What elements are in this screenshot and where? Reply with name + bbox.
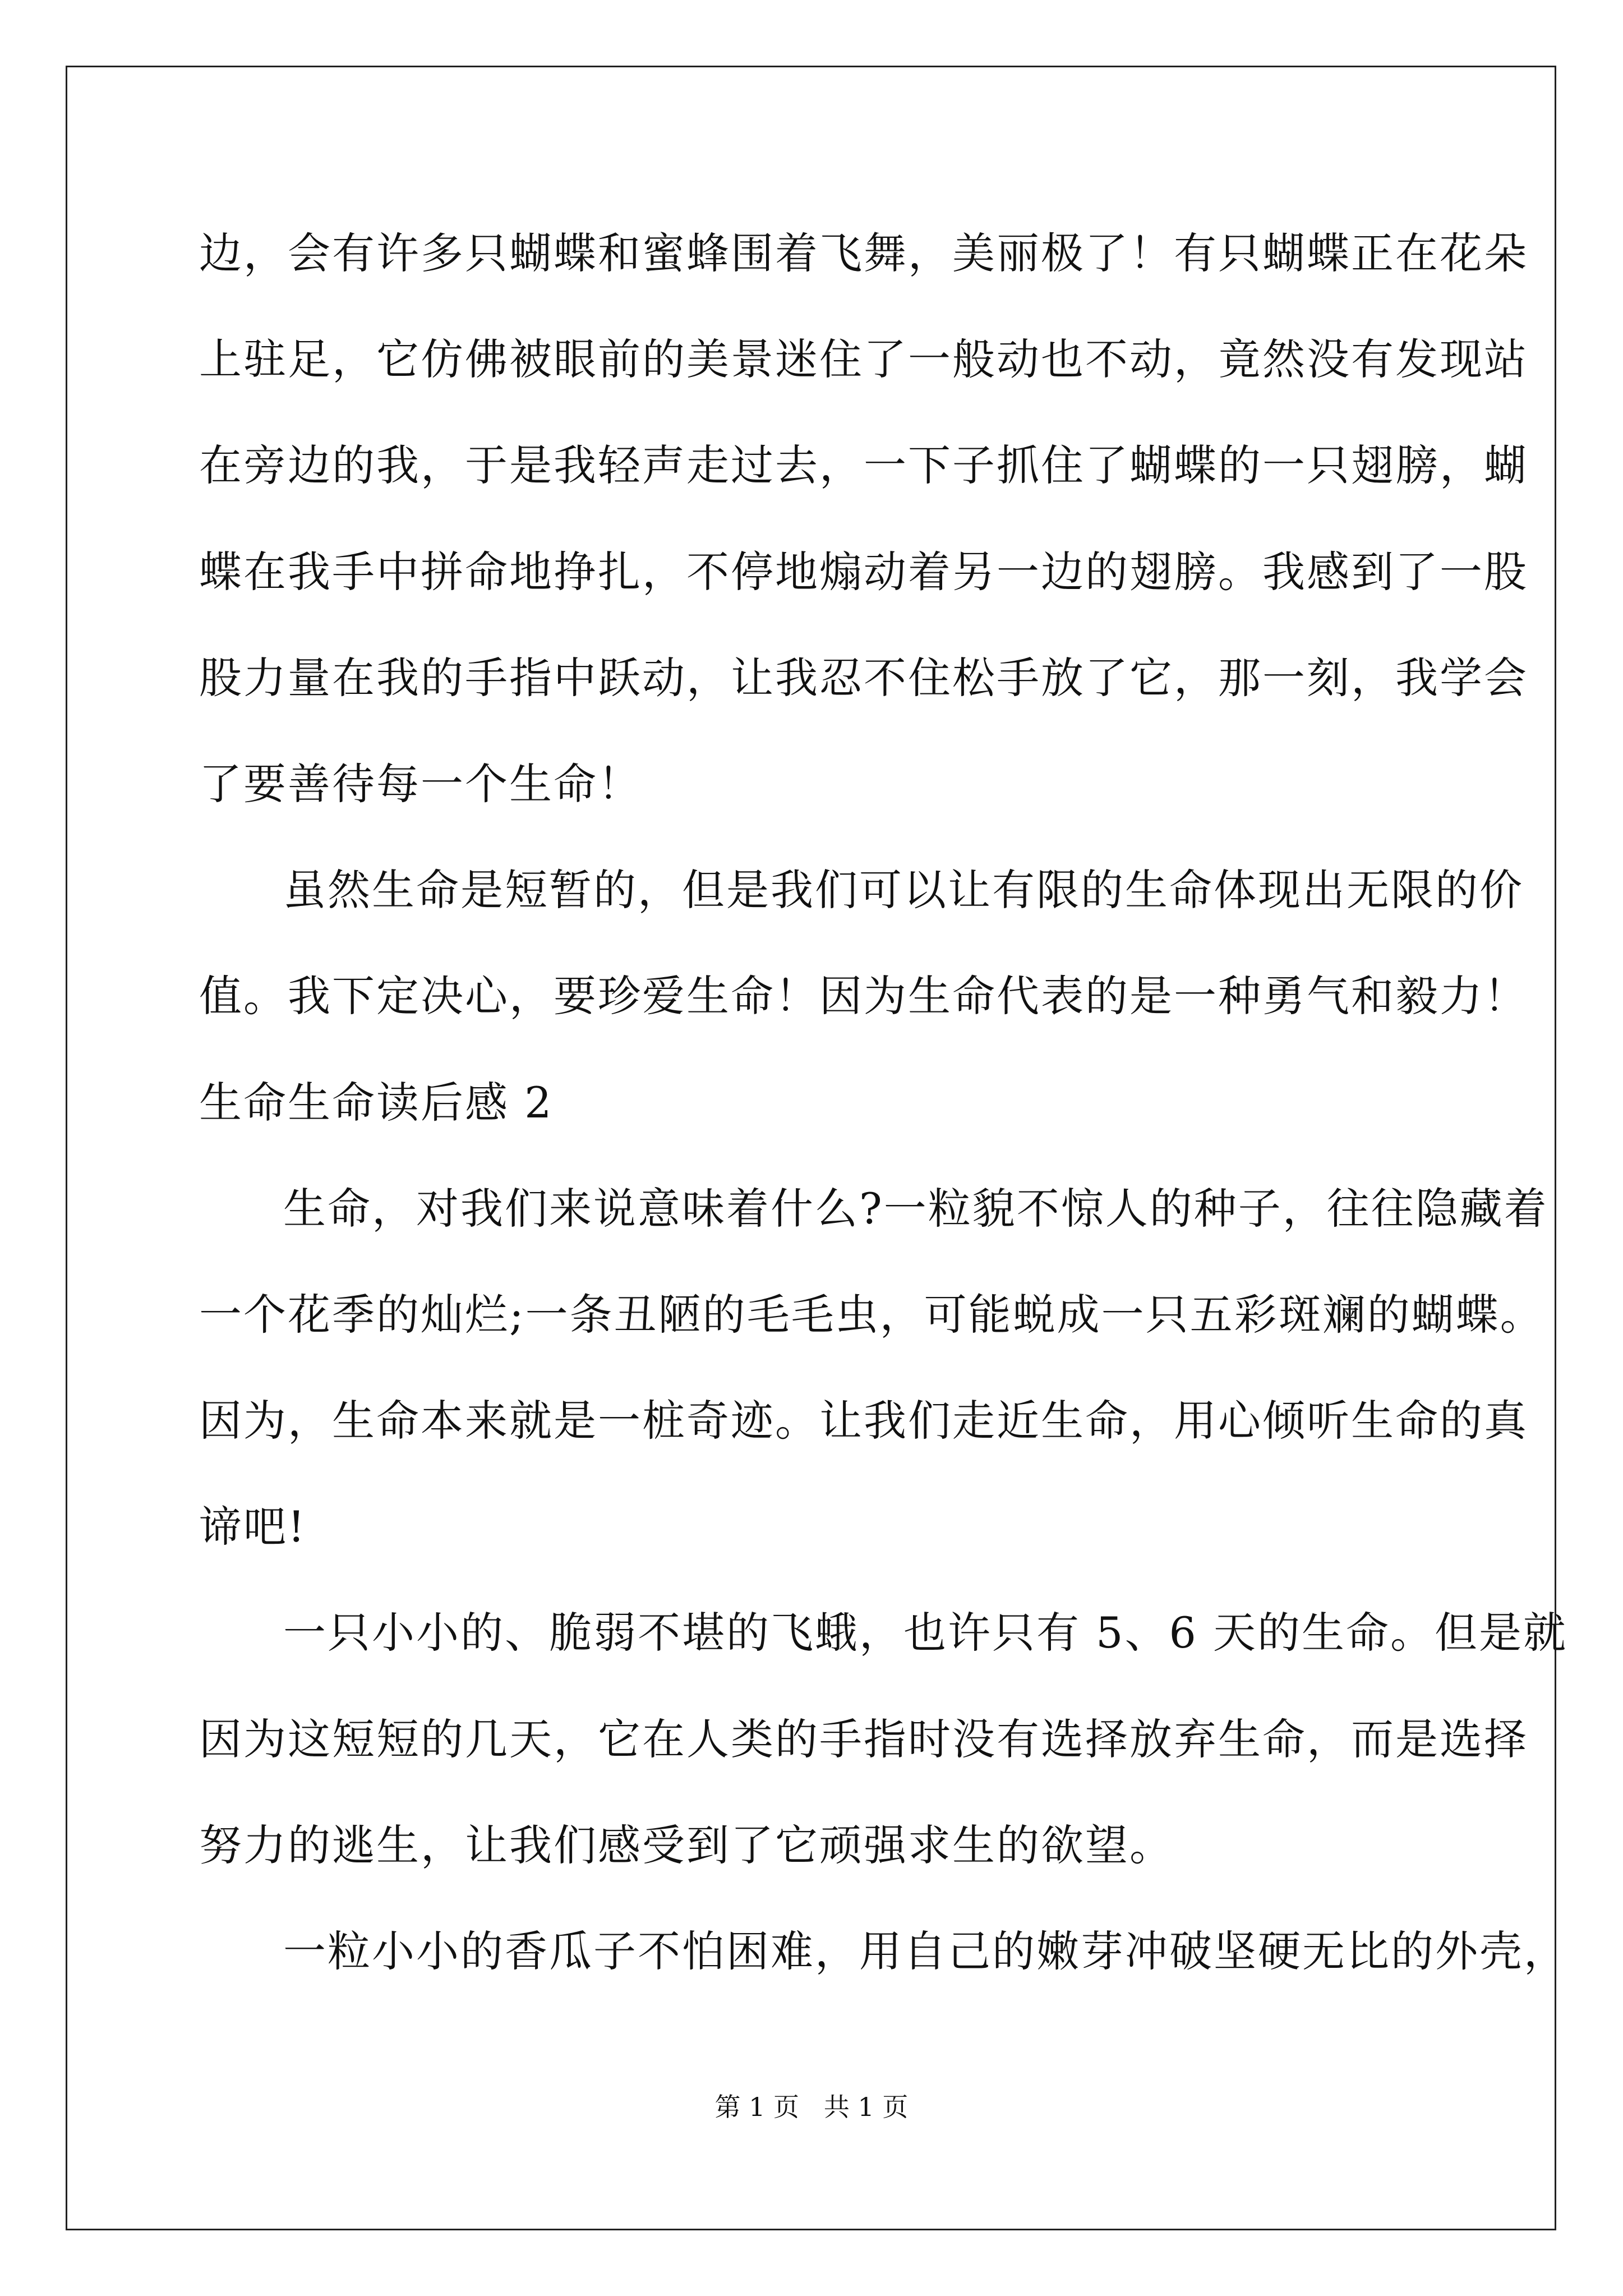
- text-line: 股力量在我的手指中跃动，让我忍不住松手放了它，那一刻，我学会: [199, 652, 1528, 703]
- text-line: 谛吧!: [199, 1502, 307, 1552]
- text-line: 蝶在我手中拼命地挣扎，不停地煽动着另一边的翅膀。我感到了一股: [199, 546, 1528, 597]
- paragraph-first-line: 生命，对我们来说意味着什么?一粒貌不惊人的种子，往往隐藏着: [283, 1183, 1548, 1234]
- paragraph-first-line: 一只小小的、脆弱不堪的飞蛾，也许只有 5、6 天的生命。但是就: [283, 1608, 1568, 1658]
- text-line: 边，会有许多只蝴蝶和蜜蜂围着飞舞，美丽极了！有只蝴蝶正在花朵: [199, 228, 1528, 278]
- text-line: 了要善待每一个生命！: [199, 758, 642, 809]
- text-line: 因为这短短的几天，它在人类的手指时没有选择放弃生命，而是选择: [199, 1714, 1528, 1764]
- text-line: 上驻足，它仿佛被眼前的美景迷住了一般动也不动，竟然没有发现站: [199, 334, 1528, 385]
- document-body: [199, 220, 1568, 2024]
- text-line: 因为，生命本来就是一桩奇迹。让我们走近生命，用心倾听生命的真: [199, 1396, 1528, 1446]
- text-line: 在旁边的我，于是我轻声走过去，一下子抓住了蝴蝶的一只翅膀，蝴: [199, 440, 1528, 491]
- text-line: 一个花季的灿烂;一条丑陋的毛毛虫，可能蜕成一只五彩斑斓的蝴蝶。: [199, 1289, 1544, 1340]
- section-heading: 生命生命读后感 2: [199, 1077, 554, 1128]
- text-line: 值。我下定决心，要珍爱生命！因为生命代表的是一种勇气和毅力！: [199, 971, 1528, 1022]
- page-number-footer: 第 1 页 共 1 页: [714, 2092, 909, 2122]
- paragraph-first-line: 一粒小小的香瓜子不怕困难，用自己的嫩芽冲破坚硬无比的外壳，: [283, 1926, 1568, 1976]
- text-line: 努力的逃生，让我们感受到了它顽强求生的欲望。: [199, 1820, 1174, 1870]
- paragraph-first-line: 虽然生命是短暂的，但是我们可以让有限的生命体现出无限的价: [283, 865, 1524, 915]
